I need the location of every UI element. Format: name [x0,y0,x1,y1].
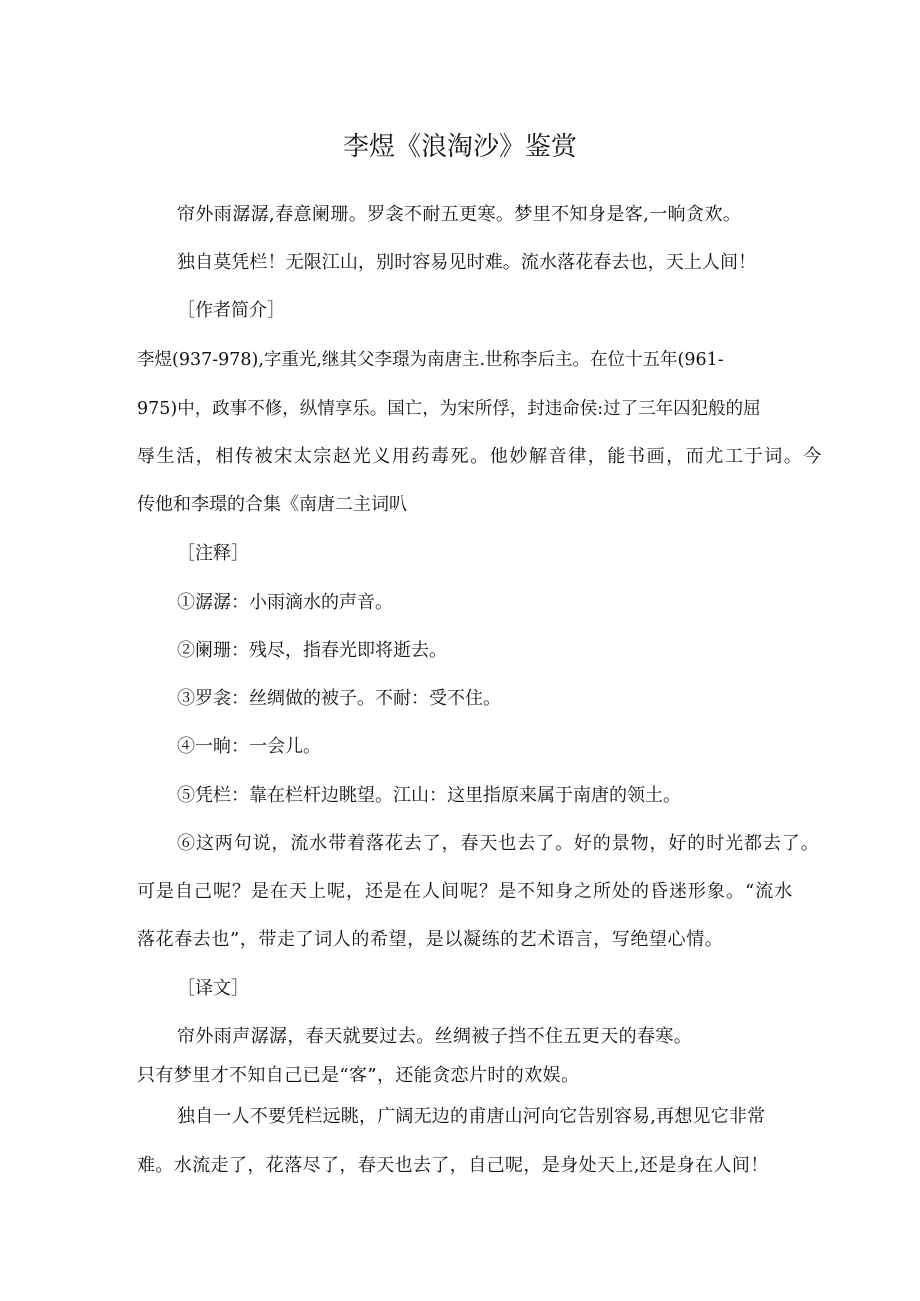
note-6-line-1: ⑥这两句说，流水带着落花去了，春天也去了。好的景物，好的时光都去了。 [177,833,820,854]
note-1: ①潺潺：小雨滴水的声音。 [177,592,393,613]
note-4: ④一晌：一会儿。 [177,736,321,757]
bio-line-3: 辱生活，相传被宋太宗赵光义用药毒死。他妙解音律，能书画，而尤工于词。今 [137,446,823,467]
translation-line-4: 难。水流走了，花落尽了，春天也去了，自己呢，是身处天上,还是身在人间！ [137,1155,769,1176]
translation-heading: ［译文］ [177,978,249,999]
translation-line-3: 独自一人不要凭栏远眺，广阔无边的甫唐山河向它告别容易,再想见它非常 [177,1106,766,1127]
page-title: 李煜《浪淘沙》鉴赏 [342,132,577,162]
translation-line-2: 只有梦里才不知自己已是“客”，还能贪恋片时的欢娱。 [137,1065,580,1086]
note-2: ②阑珊：残尽，指春光即将逝去。 [177,640,447,661]
bio-line-1: 李煜(937-978),字重光,继其父李璟为南唐主.世称李后主。在位十五年(961- [137,350,724,370]
bio-line-4: 传他和李璟的合集《南唐二主词叭 [137,494,407,515]
notes-heading: ［注释］ [177,543,249,564]
poem-line-2: 独自莫凭栏！无限江山，别时容易见时难。流水落花春去也，天上人间！ [177,252,757,273]
poem-line-1: 帘外雨潺潺,春意阑珊。罗衾不耐五更寒。梦里不知身是客,一晌贪欢。 [177,204,742,225]
note-3: ③罗衾：丝绸做的被子。不耐：受不住。 [177,688,501,709]
bio-heading: ［作者简介］ [177,300,285,321]
note-6-line-3: 落花春去也”，带走了词人的希望，是以凝练的艺术语言，写绝望心情。 [137,929,724,950]
note-5: ⑤凭栏：靠在栏杆边眺望。江山：这里指原来属于南唐的领土。 [177,785,681,806]
note-6-line-2: 可是自己呢？是在天上呢，还是在人间呢？是不知身之所处的昏迷形象。“流水 [137,881,794,902]
translation-line-1: 帘外雨声潺潺，春天就要过去。丝绸被子挡不住五更天的春寒。 [177,1026,693,1047]
bio-line-2: 975)中，政事不修，纵情享乐。国亡，为宋所俘，封违命侯:过了三年囚犯般的屈 [137,399,761,419]
